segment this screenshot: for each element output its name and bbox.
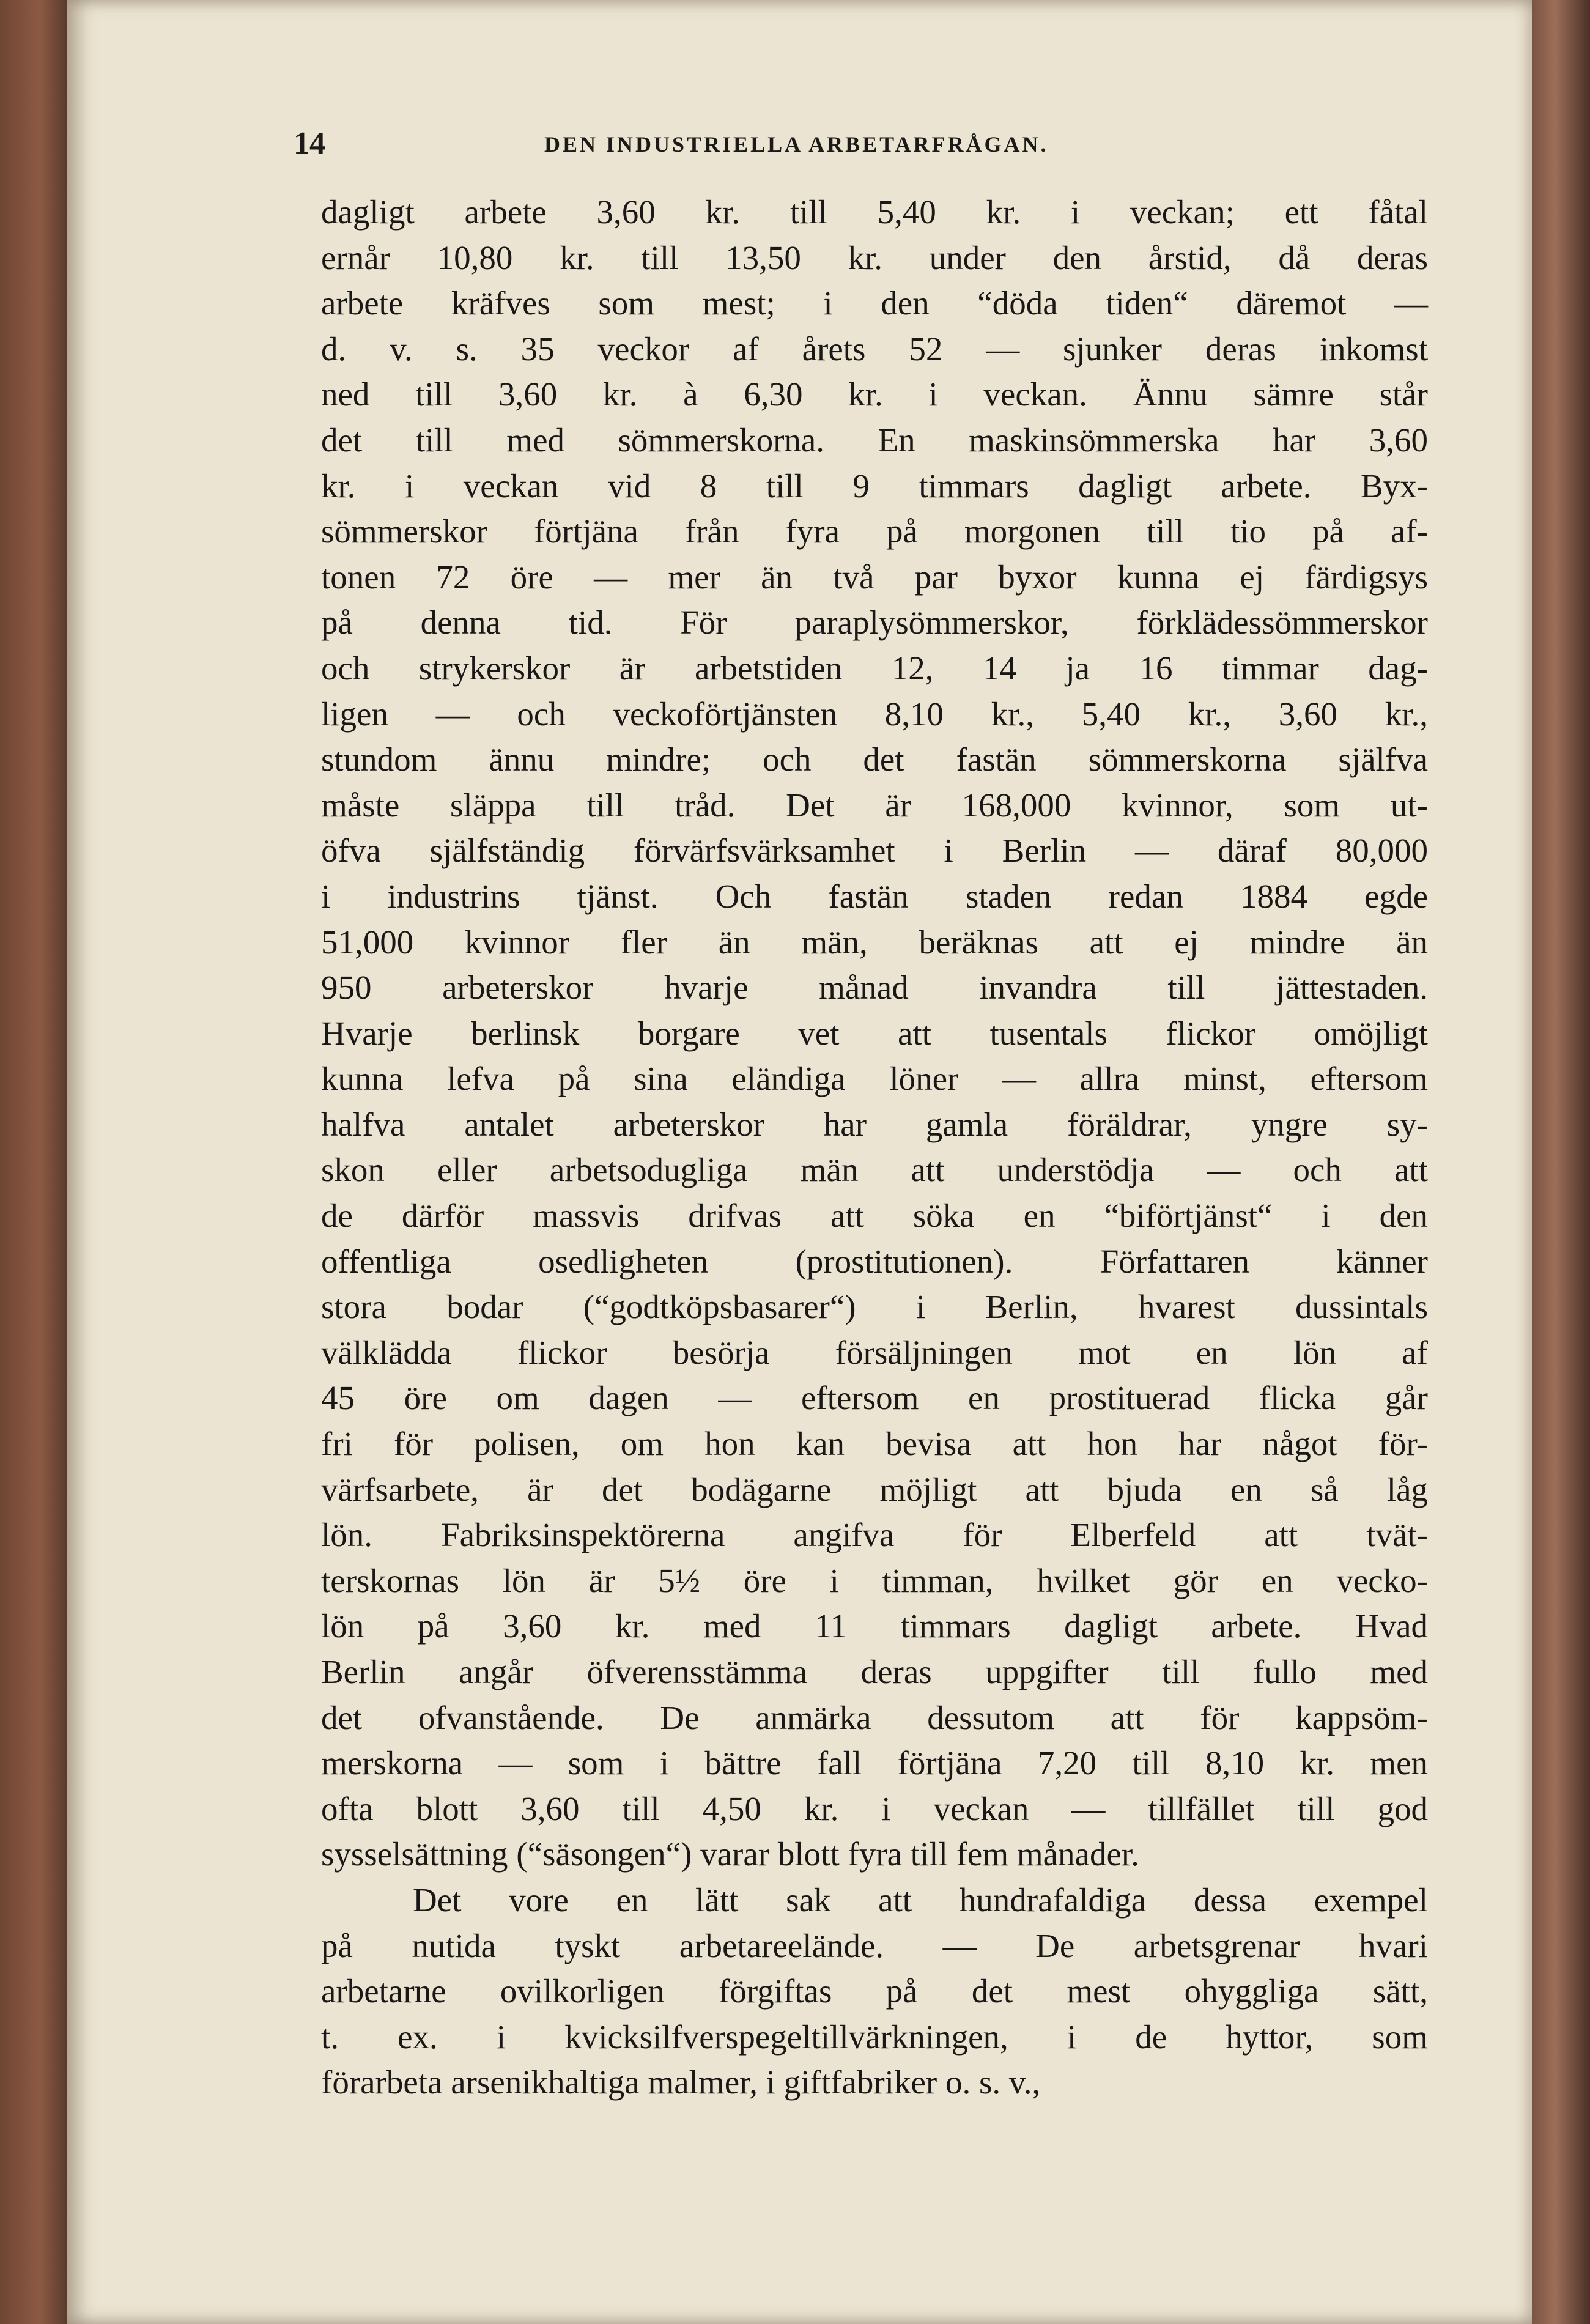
- text-line: skon eller arbetsodugliga män att understödja — och att: [321, 1151, 1428, 1189]
- text-line: ofta blott 3,60 till 4,50 kr. i veckan — tillfället till god: [321, 1789, 1428, 1827]
- text-line: sömmerskor förtjäna från fyra på morgonen till tio på af-: [321, 513, 1428, 550]
- text-line: lön på 3,60 kr. med 11 timmars dagligt arbete. Hvad: [321, 1607, 1428, 1645]
- book-binding-left: [0, 0, 67, 2324]
- text-line: fri för polisen, om hon kan bevisa att hon har något för-: [321, 1425, 1428, 1463]
- text-line: lön. Fabriksinspektörerna angifva för Elberfeld att tvät-: [321, 1516, 1428, 1554]
- text-line: Berlin angår öfverensstämma deras uppgifter till fullo med: [321, 1653, 1428, 1690]
- running-title: DEN INDUSTRIELLA ARBETARFRÅGAN.: [544, 132, 1049, 157]
- text-line: 45 öre om dagen — eftersom en prostituerad flicka går: [321, 1379, 1428, 1417]
- text-line: det ofvanstående. De anmärka dessutom att för kappsöm-: [321, 1698, 1428, 1736]
- text-line: det till med sömmerskorna. En maskinsömmerska har 3,60: [321, 421, 1428, 459]
- text-line: måste släppa till tråd. Det är 168,000 kvinnor, som ut-: [321, 786, 1428, 824]
- text-line: merskorna — som i bättre fall förtjäna 7,20 till 8,10 kr. men: [321, 1744, 1428, 1782]
- text-line: på denna tid. För paraplysömmerskor, förklädessömmerskor: [321, 604, 1428, 642]
- text-line: stora bodar (“godtköpsbasarer“) i Berlin, hvarest dussintals: [321, 1288, 1428, 1326]
- text-line: arbetarne ovilkorligen förgiftas på det mest ohyggliga sätt,: [321, 1972, 1428, 2010]
- text-line: de därför massvis drifvas att söka en “biförtjänst“ i den: [321, 1197, 1428, 1235]
- text-line: t. ex. i kvicksilfverspegeltillvärkningen, i de hyttor, som: [321, 2018, 1428, 2056]
- text-line: på nutida tyskt arbetareelände. — De arbetsgrenar hvari: [321, 1926, 1428, 1964]
- text-line: stundom ännu mindre; och det fastän sömmerskorna själfva: [321, 741, 1428, 779]
- text-line: ernår 10,80 kr. till 13,50 kr. under den årstid, då deras: [321, 239, 1428, 276]
- text-line: ligen — och veckoförtjänsten 8,10 kr., 5,40 kr., 3,60 kr.,: [321, 695, 1428, 733]
- text-line: offentliga osedligheten (prostitutionen). Författaren känner: [321, 1242, 1428, 1280]
- text-line: värfsarbete, är det bodägarne möjligt att bjuda en så låg: [321, 1470, 1428, 1508]
- running-head: [294, 125, 1455, 174]
- page-number: 14: [294, 126, 325, 161]
- text-line: och strykerskor är arbetstiden 12, 14 ja 16 timmar dag-: [321, 649, 1428, 687]
- text-line: kunna lefva på sina eländiga löner — allra minst, eftersom: [321, 1060, 1428, 1098]
- text-line: halfva antalet arbeterskor har gamla föräldrar, yngre sy-: [321, 1105, 1428, 1143]
- body-text: [321, 190, 1428, 2106]
- book-binding-right: [1532, 0, 1590, 2324]
- paragraph-1: [321, 190, 1428, 1878]
- text-line: Det vore en lätt sak att hundrafaldiga dessa exempel: [413, 1881, 1428, 1919]
- text-line: terskornas lön är 5½ öre i timman, hvilket gör en vecko-: [321, 1561, 1428, 1599]
- text-line: i industrins tjänst. Och fastän staden redan 1884 egde: [321, 877, 1428, 915]
- text-line: arbete kräfves som mest; i den “döda tiden“ däremot —: [321, 284, 1428, 322]
- text-line: förarbeta arsenikhaltiga malmer, i giftfabriker o. s. v.,: [321, 2063, 1041, 2101]
- text-line: d. v. s. 35 veckor af årets 52 — sjunker deras inkomst: [321, 330, 1428, 368]
- text-line: tonen 72 öre — mer än två par byxor kunna ej färdigsys: [321, 558, 1428, 596]
- text-line: kr. i veckan vid 8 till 9 timmars dagligt arbete. Byx-: [321, 467, 1428, 505]
- text-line: 950 arbeterskor hvarje månad invandra till jättestaden.: [321, 969, 1428, 1007]
- paragraph-2: [321, 1878, 1428, 2106]
- text-line: öfva själfständig förvärfsvärksamhet i Berlin — däraf 80,000: [321, 832, 1428, 870]
- text-line: välklädda flickor besörja försäljningen mot en lön af: [321, 1333, 1428, 1371]
- text-line: 51,000 kvinnor fler än män, beräknas att ej mindre än: [321, 923, 1428, 961]
- text-line: ned till 3,60 kr. à 6,30 kr. i veckan. Ännu sämre står: [321, 376, 1428, 413]
- text-line: sysselsättning (“säsongen“) varar blott fyra till fem månader.: [321, 1835, 1139, 1873]
- text-line: Hvarje berlinsk borgare vet att tusentals flickor omöjligt: [321, 1014, 1428, 1052]
- text-line: dagligt arbete 3,60 kr. till 5,40 kr. i veckan; ett fåtal: [321, 193, 1428, 231]
